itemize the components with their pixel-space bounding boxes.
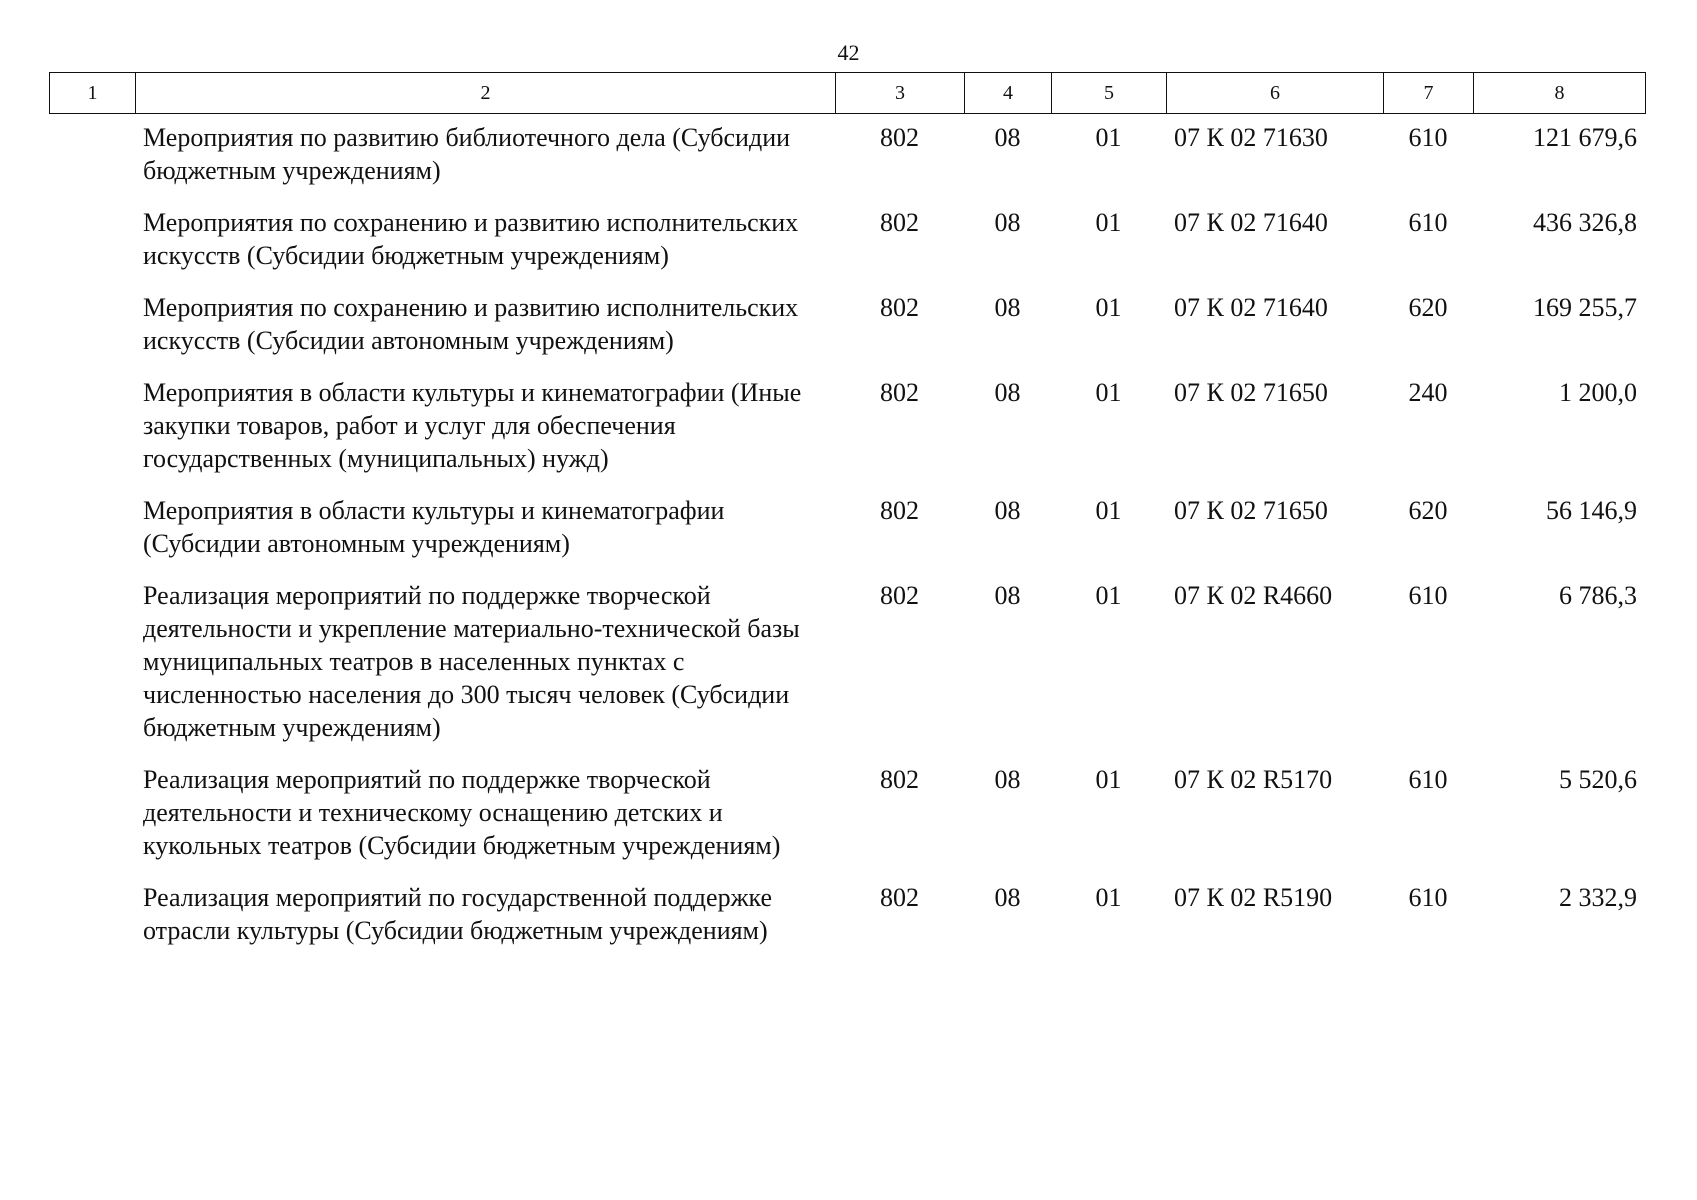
row-section: 08 (994, 496, 1021, 525)
row-section: 08 (994, 123, 1021, 152)
row-col-1 (49, 579, 135, 763)
row-col-1 (49, 494, 135, 579)
row-amount: 56 146,9 (1546, 496, 1637, 525)
row-amount: 5 520,6 (1559, 765, 1637, 794)
row-subsection: 01 (1095, 378, 1122, 407)
table-row (49, 494, 1645, 579)
row-target-article: 07 К 02 71640 (1174, 208, 1328, 237)
row-section: 08 (994, 208, 1021, 237)
row-name: Мероприятия по сохранению и развитию исполнительских искусств (Субсидии бюджетным учреждениям) (143, 208, 799, 270)
table-row (49, 376, 1645, 494)
row-expense-type: 610 (1408, 765, 1448, 794)
row-section: 08 (994, 883, 1021, 912)
row-subsection: 01 (1095, 765, 1122, 794)
row-name: Мероприятия в области культуры и кинематографии (Субсидии автономным учреждениям) (143, 496, 725, 558)
page-number: 42 (837, 40, 860, 65)
row-name: Реализация мероприятий по государственной поддержке отрасли культуры (Субсидии бюджетным учреждениям) (143, 883, 773, 945)
header-col-5: 5 (1052, 73, 1167, 114)
table-row (49, 121, 1645, 206)
row-name: Реализация мероприятий по поддержке творческой деятельности и техническому оснащению детских и кукольных театров (Субсидии бюджетным учреждениям) (143, 765, 781, 860)
column-number-header (49, 72, 1646, 114)
row-name: Мероприятия по развитию библиотечного дела (Субсидии бюджетным учреждениям) (143, 123, 791, 185)
row-expense-type: 610 (1408, 883, 1448, 912)
row-amount: 2 332,9 (1559, 883, 1637, 912)
row-section: 08 (994, 765, 1021, 794)
row-name: Реализация мероприятий по поддержке творческой деятельности и укрепление материально-технической базы муниципальных театров в населенных пунктах с численностью населения до 300 тысяч человек (Субсидии бюджетным учреждениям) (143, 581, 800, 742)
row-name: Мероприятия по сохранению и развитию исполнительских искусств (Субсидии автономным учреждениям) (143, 293, 799, 355)
row-ministry-code: 802 (880, 496, 919, 525)
row-section: 08 (994, 581, 1021, 610)
row-amount: 169 255,7 (1533, 293, 1637, 322)
row-amount: 121 679,6 (1533, 123, 1637, 152)
budget-table (49, 121, 1645, 966)
header-col-1: 1 (50, 73, 136, 114)
row-expense-type: 240 (1408, 378, 1448, 407)
row-ministry-code: 802 (880, 123, 919, 152)
table-row (49, 881, 1645, 966)
row-expense-type: 620 (1408, 293, 1448, 322)
row-target-article: 07 К 02 R4660 (1174, 581, 1333, 610)
row-ministry-code: 802 (880, 378, 919, 407)
row-subsection: 01 (1095, 123, 1122, 152)
header-row (50, 73, 1646, 114)
row-expense-type: 610 (1408, 208, 1448, 237)
row-ministry-code: 802 (880, 293, 919, 322)
row-target-article: 07 К 02 71630 (1174, 123, 1328, 152)
header-col-6: 6 (1167, 73, 1384, 114)
row-amount: 1 200,0 (1559, 378, 1637, 407)
row-subsection: 01 (1095, 581, 1122, 610)
header-col-8: 8 (1474, 73, 1646, 114)
row-section: 08 (994, 378, 1021, 407)
row-ministry-code: 802 (880, 883, 919, 912)
table-row (49, 291, 1645, 376)
row-subsection: 01 (1095, 293, 1122, 322)
table-row (49, 763, 1645, 881)
row-col-1 (49, 763, 135, 881)
row-col-1 (49, 376, 135, 494)
row-col-1 (49, 291, 135, 376)
row-col-1 (49, 121, 135, 206)
row-expense-type: 610 (1408, 581, 1448, 610)
header-col-4: 4 (965, 73, 1052, 114)
row-expense-type: 610 (1408, 123, 1448, 152)
row-target-article: 07 К 02 R5190 (1174, 883, 1333, 912)
row-target-article: 07 К 02 71650 (1174, 496, 1328, 525)
row-subsection: 01 (1095, 883, 1122, 912)
row-subsection: 01 (1095, 208, 1122, 237)
row-expense-type: 620 (1408, 496, 1448, 525)
row-ministry-code: 802 (880, 765, 919, 794)
row-name: Мероприятия в области культуры и кинематографии (Иные закупки товаров, работ и услуг для обеспечения государственных (муниципальных) нужд) (143, 378, 802, 473)
row-ministry-code: 802 (880, 581, 919, 610)
row-target-article: 07 К 02 71640 (1174, 293, 1328, 322)
row-section: 08 (994, 293, 1021, 322)
row-amount: 436 326,8 (1533, 208, 1637, 237)
row-col-1 (49, 881, 135, 966)
row-col-1 (49, 206, 135, 291)
row-target-article: 07 К 02 R5170 (1174, 765, 1333, 794)
row-target-article: 07 К 02 71650 (1174, 378, 1328, 407)
row-amount: 6 786,3 (1559, 581, 1637, 610)
row-subsection: 01 (1095, 496, 1122, 525)
table-row (49, 579, 1645, 763)
header-col-2: 2 (136, 73, 836, 114)
table-row (49, 206, 1645, 291)
row-ministry-code: 802 (880, 208, 919, 237)
header-col-7: 7 (1384, 73, 1474, 114)
header-col-3: 3 (836, 73, 965, 114)
